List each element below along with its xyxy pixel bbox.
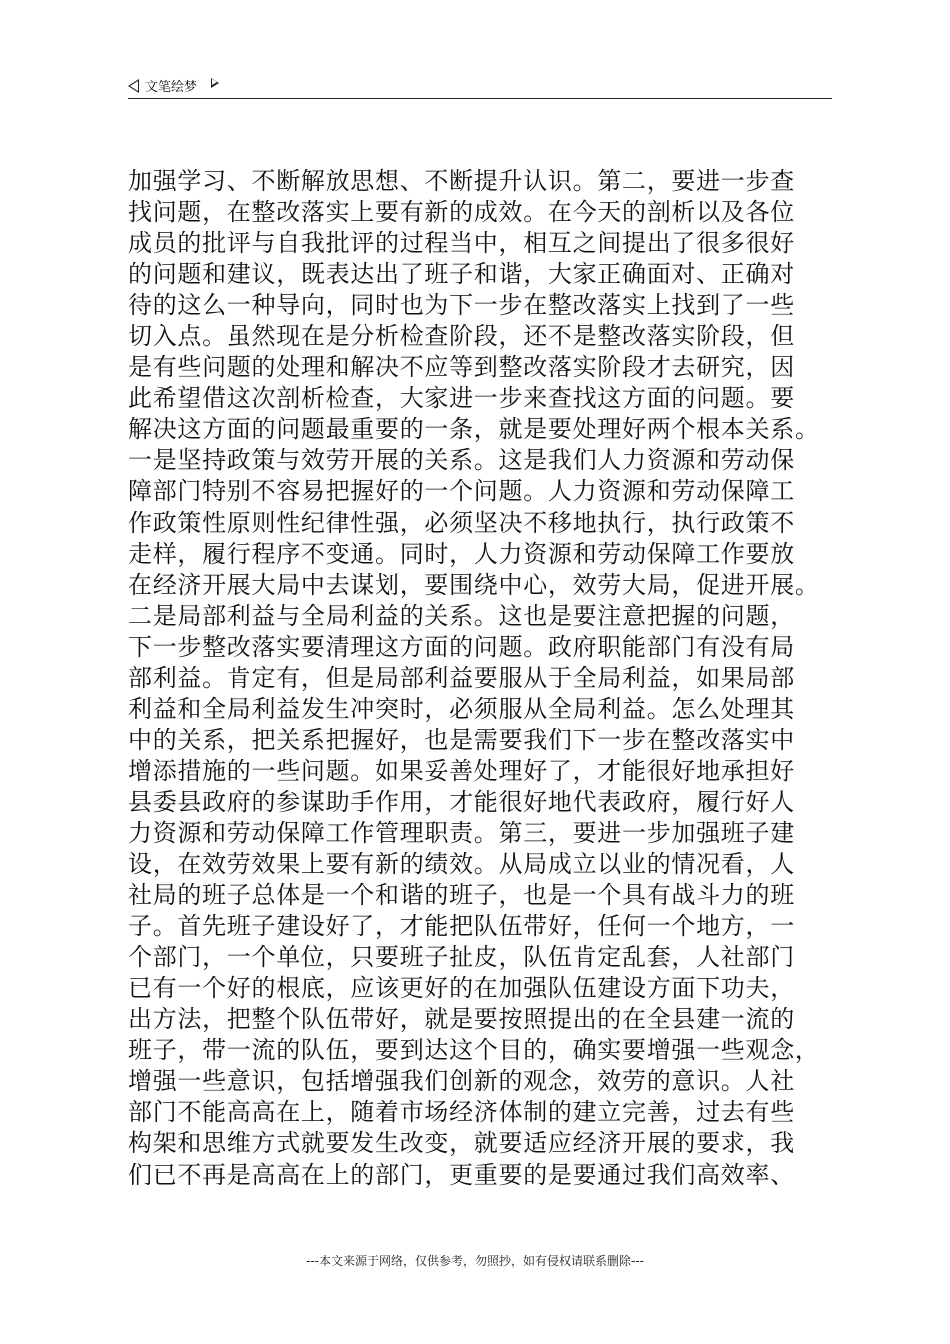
body-line: 待的这么一种导向，同时也为下一步在整改落实上找到了一些 <box>128 291 795 320</box>
document-body <box>128 166 834 1191</box>
body-line: 子。首先班子建设好了，才能把队伍带好，任何一个地方，一 <box>128 912 795 941</box>
header-brand <box>128 76 219 95</box>
body-line: 设，在效劳效果上要有新的绩效。从局成立以业的情况看，人 <box>128 850 795 879</box>
body-line: 一是坚持政策与效劳开展的关系。这是我们人力资源和劳动保 <box>128 446 795 475</box>
body-line: 个部门，一个单位，只要班子扯皮，队伍肯定乱套，人社部门 <box>128 943 795 972</box>
body-line: 作政策性原则性纪律性强，必须坚决不移地执行，执行政策不 <box>128 508 795 537</box>
body-line: 部门不能高高在上，随着市场经济体制的建立完善，过去有些 <box>128 1098 795 1127</box>
page-header <box>128 74 832 99</box>
body-line: 加强学习、不断解放思想、不断提升认识。第二，要进一步查 <box>128 167 795 195</box>
body-line: 解决这方面的问题最重要的一条，就是要处理好两个根本关系。 <box>128 415 820 444</box>
body-line: 下一步整改落实要清理这方面的问题。政府职能部门有没有局 <box>128 632 795 661</box>
body-line: 是有些问题的处理和解决不应等到整改落实阶段才去研究，因 <box>128 353 795 382</box>
page-footer: ---本文来源于网络，仅供参考，勿照抄，如有侵权请联系删除--- <box>306 1254 644 1268</box>
body-line: 班子，带一流的队伍，要到达这个目的，确实要增强一些观念， <box>128 1036 820 1065</box>
body-line: 增强一些意识，包括增强我们创新的观念，效劳的意识。人社 <box>128 1067 795 1096</box>
body-line: 的问题和建议，既表达出了班子和谐，大家正确面对、正确对 <box>128 260 795 289</box>
body-line: 成员的批评与自我批评的过程当中，相互之间提出了很多很好 <box>128 229 795 258</box>
body-line: 走样，履行程序不变通。同时，人力资源和劳动保障工作要放 <box>128 539 795 568</box>
triangle-right-icon <box>211 78 219 88</box>
body-line: 部利益。肯定有，但是局部利益要服从于全局利益，如果局部 <box>128 663 795 692</box>
body-line: 力资源和劳动保障工作管理职责。第三，要进一步加强班子建 <box>128 818 795 847</box>
body-line: 增添措施的一些问题。如果妥善处理好了，才能很好地承担好 <box>128 756 795 785</box>
body-line: 社局的班子总体是一个和谐的班子，也是一个具有战斗力的班 <box>128 881 795 910</box>
body-line: 已有一个好的根底，应该更好的在加强队伍建设方面下功夫， <box>128 974 795 1003</box>
body-line: 此希望借这次剖析检查，大家进一步来查找这方面的问题。要 <box>128 384 795 413</box>
body-line: 找问题，在整改落实上要有新的成效。在今天的剖析以及各位 <box>128 198 795 227</box>
body-line: 利益和全局利益发生冲突时，必须服从全局利益。怎么处理其 <box>128 694 795 723</box>
body-line: 切入点。虽然现在是分析检查阶段，还不是整改落实阶段，但 <box>128 322 795 351</box>
body-line: 出方法，把整个队伍带好，就是要按照提出的在全县建一流的 <box>128 1005 795 1034</box>
body-line: 构架和思维方式就要发生改变，就要适应经济开展的要求，我 <box>128 1129 795 1158</box>
body-line: 障部门特别不容易把握好的一个问题。人力资源和劳动保障工 <box>128 477 795 506</box>
body-line: 县委县政府的参谋助手作用，才能很好地代表政府，履行好人 <box>128 787 795 816</box>
body-line: 在经济开展大局中去谋划，要围绕中心，效劳大局，促进开展。 <box>128 570 820 599</box>
triangle-left-icon <box>128 79 139 93</box>
body-line: 们已不再是高高在上的部门，更重要的是要通过我们高效率、 <box>128 1160 795 1189</box>
body-line: 二是局部利益与全局利益的关系。这也是要注意把握的问题， <box>128 601 795 630</box>
header-title: 文笔绘梦 <box>145 80 198 95</box>
body-line: 中的关系，把关系把握好，也是需要我们下一步在整改落实中 <box>128 725 795 754</box>
